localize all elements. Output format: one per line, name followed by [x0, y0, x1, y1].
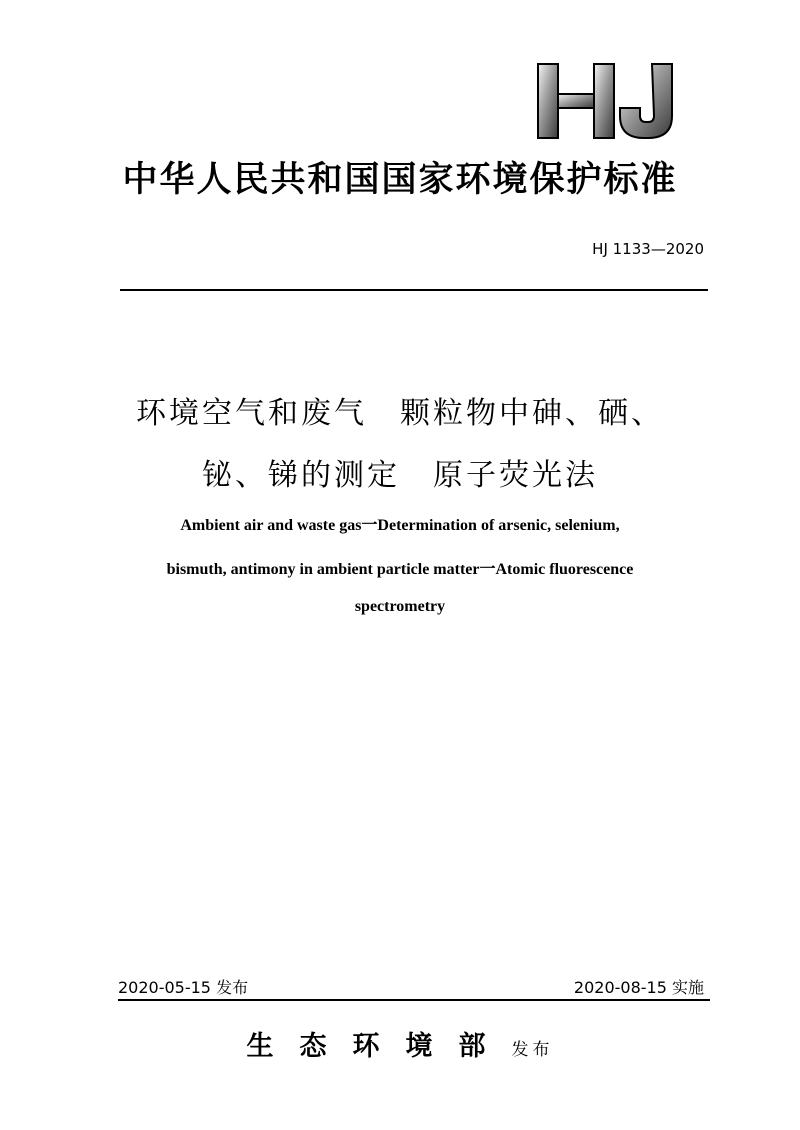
title-en-line-1: Ambient air and waste gas一Determination of arsenic, selenium,	[180, 517, 620, 534]
issuer	[0, 1024, 800, 1063]
hj-logo	[530, 60, 690, 142]
issue-date: 2020-05-15 发布	[118, 978, 249, 997]
effective-date: 2020-08-15 实施	[573, 978, 704, 997]
issuer-name: 生态环境部	[246, 1031, 512, 1062]
title-cn-line-1: 环境空气和废气 颗粒物中砷、硒、	[136, 396, 664, 431]
header-divider	[120, 289, 708, 291]
issuer-suffix: 发布	[511, 1040, 554, 1060]
standard-number: HJ 1133—2020	[592, 240, 704, 258]
title-en-line-3: spectrometry	[354, 598, 446, 615]
agency-title: 中华人民共和国国家环境保护标准	[122, 159, 678, 200]
title-en-line-2: bismuth, antimony in ambient particle matter一Atomic fluorescence	[166, 561, 634, 578]
footer-divider	[118, 999, 710, 1001]
title-cn-line-2: 铋、锑的测定 原子荧光法	[202, 458, 598, 493]
